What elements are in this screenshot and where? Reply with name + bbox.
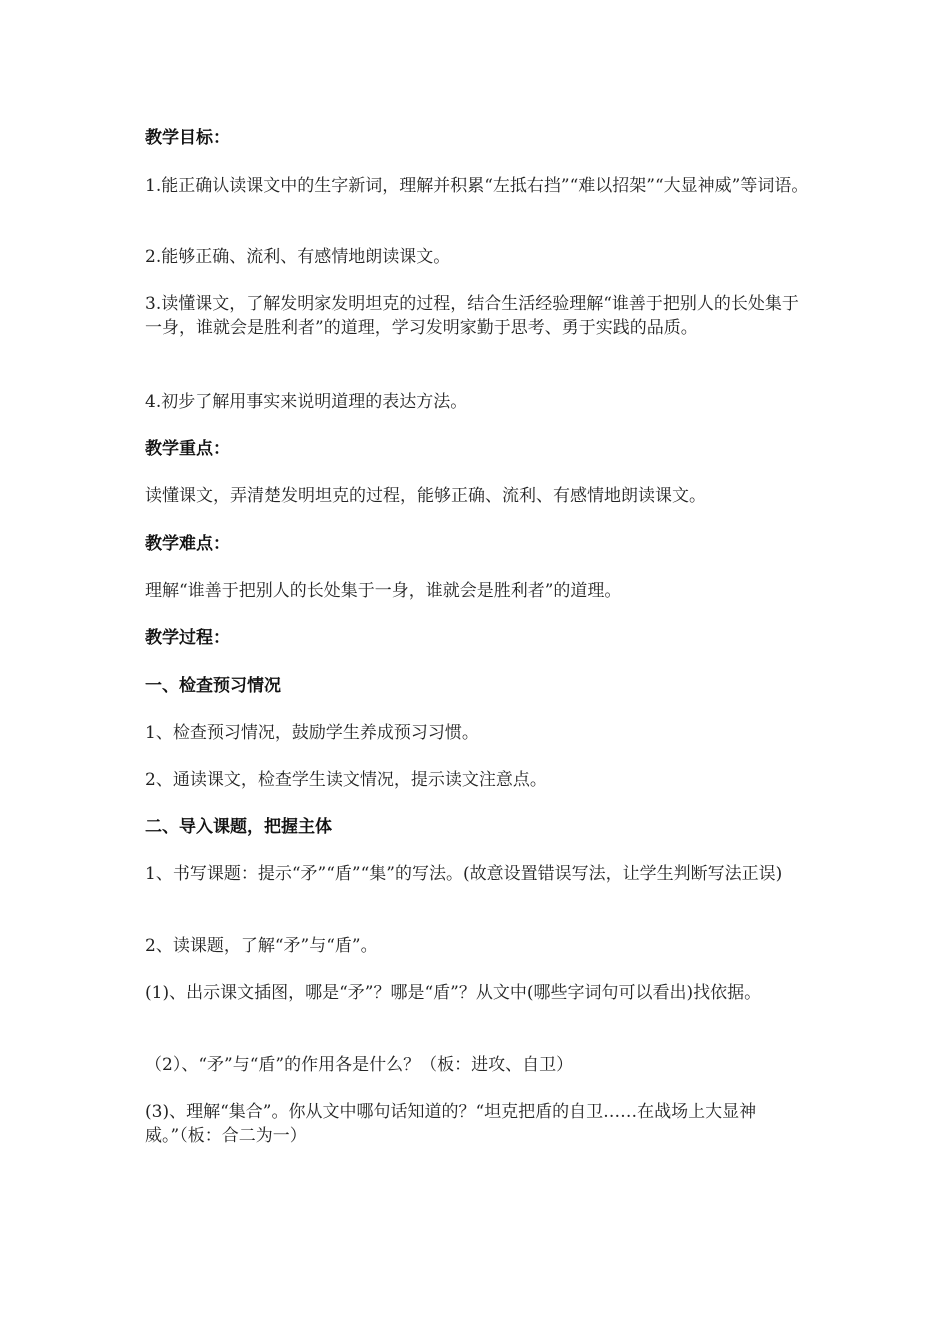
goal-item-4: 4.初步了解用事实来说明道理的表达方法。 <box>145 392 468 412</box>
difficulty-text: 理解“谁善于把别人的长处集于一身，谁就会是胜利者”的道理。 <box>145 581 622 601</box>
key-point-heading: 教学重点： <box>145 439 230 459</box>
goal-item-1: 1.能正确认读课文中的生字新词，理解并积累“左抵右挡”“难以招架”“大显神威”等词语。 <box>145 176 809 196</box>
key-point-text: 读懂课文，弄清楚发明坦克的过程，能够正确、流利、有感情地朗读课文。 <box>145 486 706 506</box>
section-1-item-1: 1、检查预习情况，鼓励学生养成预习习惯。 <box>145 723 479 743</box>
process-heading: 教学过程： <box>145 628 230 648</box>
sub-item-2: （2）、“矛”与“盾”的作用各是什么？（板：进攻、自卫） <box>145 1055 574 1075</box>
section-1-heading: 一、检查预习情况 <box>145 676 281 696</box>
goal-item-2: 2.能够正确、流利、有感情地朗读课文。 <box>145 247 451 267</box>
goal-heading: 教学目标： <box>145 128 230 148</box>
sub-item-1: (1)、出示课文插图，哪是“矛”？哪是“盾”？从文中(哪些字词句可以看出)找依据。 <box>145 983 762 1003</box>
section-2-item-1: 1、书写课题：提示“矛”“盾”“集”的写法。(故意设置错误写法，让学生判断写法正误) <box>145 864 783 884</box>
goal-item-3: 3.读懂课文，了解发明家发明坦克的过程，结合生活经验理解“谁善于把别人的长处集于一身，谁就会是胜利者”的道理，学习发明家勤于思考、勇于实践的品质。 <box>145 294 799 338</box>
difficulty-heading: 教学难点： <box>145 534 230 554</box>
section-1-item-2: 2、通读课文，检查学生读文情况，提示读文注意点。 <box>145 770 547 790</box>
section-2-heading: 二、导入课题，把握主体 <box>145 817 332 837</box>
section-2-item-2: 2、读课题，了解“矛”与“盾”。 <box>145 936 378 956</box>
sub-item-3: (3)、理解“集合”。你从文中哪句话知道的？“坦克把盾的自卫……在战场上大显神威。”（板：合二为一） <box>145 1102 757 1146</box>
